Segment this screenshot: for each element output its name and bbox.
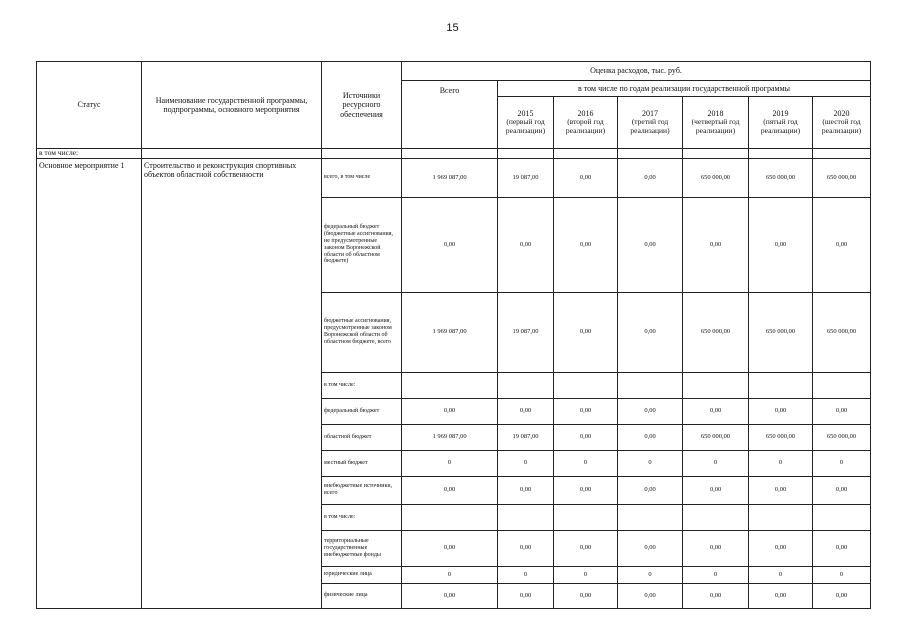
year-value-cell: 0,00 [749,398,813,424]
year-value-cell: 0,00 [554,197,618,292]
total-value-cell: 1 969 087,00 [402,424,498,450]
year-value-cell [813,504,871,530]
year-value-cell: 19 087,00 [498,424,554,450]
year-value-cell: 0,00 [618,476,683,504]
year-value-cell: 0 [749,566,813,583]
year-value-cell: 650 000,00 [683,158,749,197]
year-value-cell: 0,00 [498,476,554,504]
header-name: Наименование государственной программы, подпрограммы, основного мероприятия [142,62,322,149]
year-value-cell: 0 [813,566,871,583]
year-value-cell: 0,00 [683,530,749,566]
year-value-cell [813,372,871,398]
header-total: Всего [402,81,498,149]
header-year-number: 2016 [577,109,594,119]
year-value-cell: 0,00 [683,583,749,608]
year-value-cell [554,372,618,398]
year-value-cell: 0,00 [498,398,554,424]
year-value-cell [618,372,683,398]
source-cell: физические лица [322,583,402,608]
year-value-cell: 0,00 [554,424,618,450]
total-value-cell [402,372,498,398]
year-value-cell: 0,00 [498,583,554,608]
year-value-cell: 0,00 [683,197,749,292]
year-value-cell: 0,00 [749,530,813,566]
source-cell: территориальные государственные внебюджетные фонды [322,530,402,566]
page-number: 15 [446,22,459,34]
header-year-number: 2019 [772,109,789,119]
source-cell: областной бюджет [322,424,402,450]
year-value-cell: 0,00 [813,398,871,424]
year-value-cell: 0,00 [813,583,871,608]
year-value-cell [683,504,749,530]
year-value-cell: 0 [813,450,871,476]
total-value-cell: 0 [402,566,498,583]
year-value-cell: 0 [554,566,618,583]
year-value-cell: 0,00 [683,398,749,424]
header-year-2017 [618,97,683,149]
year-value-cell: 650 000,00 [683,292,749,372]
source-cell: в том числе: [322,372,402,398]
year-value-cell: 0,00 [498,530,554,566]
budget-table [36,61,871,609]
header-year-number: 2020 [833,109,850,119]
year-value-cell [683,372,749,398]
total-value-cell: 1 969 087,00 [402,158,498,197]
empty-cell [813,149,871,159]
including-label: в том числе: [37,149,142,159]
empty-cell [618,149,683,159]
year-value-cell: 0,00 [618,292,683,372]
year-value-cell: 0,00 [618,530,683,566]
total-value-cell: 0 [402,450,498,476]
header-sources: Источники ресурсного обеспечения [322,62,402,149]
header-year-subtitle: (третий год реализации) [630,117,670,136]
empty-cell [554,149,618,159]
year-value-cell: 0,00 [618,398,683,424]
year-value-cell: 650 000,00 [749,424,813,450]
status-cell: Основное мероприятие 1 [37,158,142,608]
header-year-2019 [749,97,813,149]
year-value-cell: 0,00 [498,197,554,292]
year-value-cell: 0,00 [813,197,871,292]
total-value-cell: 0,00 [402,530,498,566]
year-value-cell: 0 [618,566,683,583]
including-row [37,149,871,159]
year-value-cell: 0 [683,450,749,476]
year-value-cell: 650 000,00 [683,424,749,450]
year-value-cell [498,504,554,530]
year-value-cell [554,504,618,530]
year-value-cell: 650 000,00 [813,424,871,450]
year-value-cell: 0,00 [813,530,871,566]
year-value-cell: 0,00 [554,476,618,504]
header-year-number: 2017 [642,109,658,119]
source-cell: в том числе: [322,504,402,530]
header-year-subtitle: (пятый год реализации) [760,117,801,136]
source-cell: всего, в том числе [322,158,402,197]
empty-cell [498,149,554,159]
year-value-cell: 19 087,00 [498,292,554,372]
header-year-2016 [554,97,618,149]
year-value-cell: 0,00 [683,476,749,504]
header-by-years: в том числе по годам реализации государственной программы [498,81,871,97]
year-value-cell [498,372,554,398]
year-value-cell: 650 000,00 [749,292,813,372]
header-estimate: Оценка расходов, тыс. руб. [402,62,871,81]
table-row [37,158,871,197]
year-value-cell: 0,00 [813,476,871,504]
year-value-cell: 650 000,00 [749,158,813,197]
year-value-cell: 0,00 [554,583,618,608]
header-year-subtitle: (четвертый год реализации) [691,117,740,136]
total-value-cell: 0,00 [402,583,498,608]
empty-cell [322,149,402,159]
year-value-cell: 0,00 [749,197,813,292]
header-year-subtitle: (второй год реализации) [565,117,606,136]
year-value-cell: 0,00 [554,398,618,424]
year-value-cell: 0,00 [749,476,813,504]
source-cell: федеральный бюджет (бюджетные ассигнования, не предусмотренные законом Воронежской области об областном бюджете) [322,197,402,292]
header-year-2018 [683,97,749,149]
year-value-cell: 650 000,00 [813,292,871,372]
year-value-cell: 0,00 [554,292,618,372]
source-cell: местный бюджет [322,450,402,476]
year-value-cell: 0 [683,566,749,583]
header-year-number: 2018 [707,109,724,119]
empty-cell [142,149,322,159]
year-value-cell [749,372,813,398]
source-cell: юридические лица [322,566,402,583]
total-value-cell: 0,00 [402,398,498,424]
total-value-cell: 0,00 [402,197,498,292]
empty-cell [683,149,749,159]
header-status: Статус [37,62,142,149]
empty-cell [402,149,498,159]
empty-cell [749,149,813,159]
total-value-cell: 1 969 087,00 [402,292,498,372]
total-value-cell: 0,00 [402,476,498,504]
program-name-cell: Строительство и реконструкция спортивных объектов областной собственности [142,158,322,608]
header-year-2015 [498,97,554,149]
header-year-subtitle: (шестой год реализации) [821,117,862,136]
total-value-cell [402,504,498,530]
year-value-cell: 0 [554,450,618,476]
source-cell: бюджетные ассигнования, предусмотренные законом Воронежской области об областном бюджете, всего [322,292,402,372]
year-value-cell [749,504,813,530]
year-value-cell: 0 [618,450,683,476]
year-value-cell: 0,00 [618,197,683,292]
source-cell: федеральный бюджет [322,398,402,424]
header-year-2020 [813,97,871,149]
year-value-cell: 0,00 [554,530,618,566]
year-value-cell: 0,00 [749,583,813,608]
year-value-cell: 0 [498,450,554,476]
year-value-cell: 0 [749,450,813,476]
header-year-number: 2015 [517,109,534,119]
year-value-cell: 0,00 [554,158,618,197]
source-cell: внебюджетные источники, всего [322,476,402,504]
year-value-cell: 0,00 [618,158,683,197]
year-value-cell: 0,00 [618,424,683,450]
year-value-cell: 19 087,00 [498,158,554,197]
year-value-cell: 0 [498,566,554,583]
year-value-cell [618,504,683,530]
year-value-cell: 0,00 [618,583,683,608]
year-value-cell: 650 000,00 [813,158,871,197]
header-year-subtitle: (первый год реализации) [505,117,546,136]
